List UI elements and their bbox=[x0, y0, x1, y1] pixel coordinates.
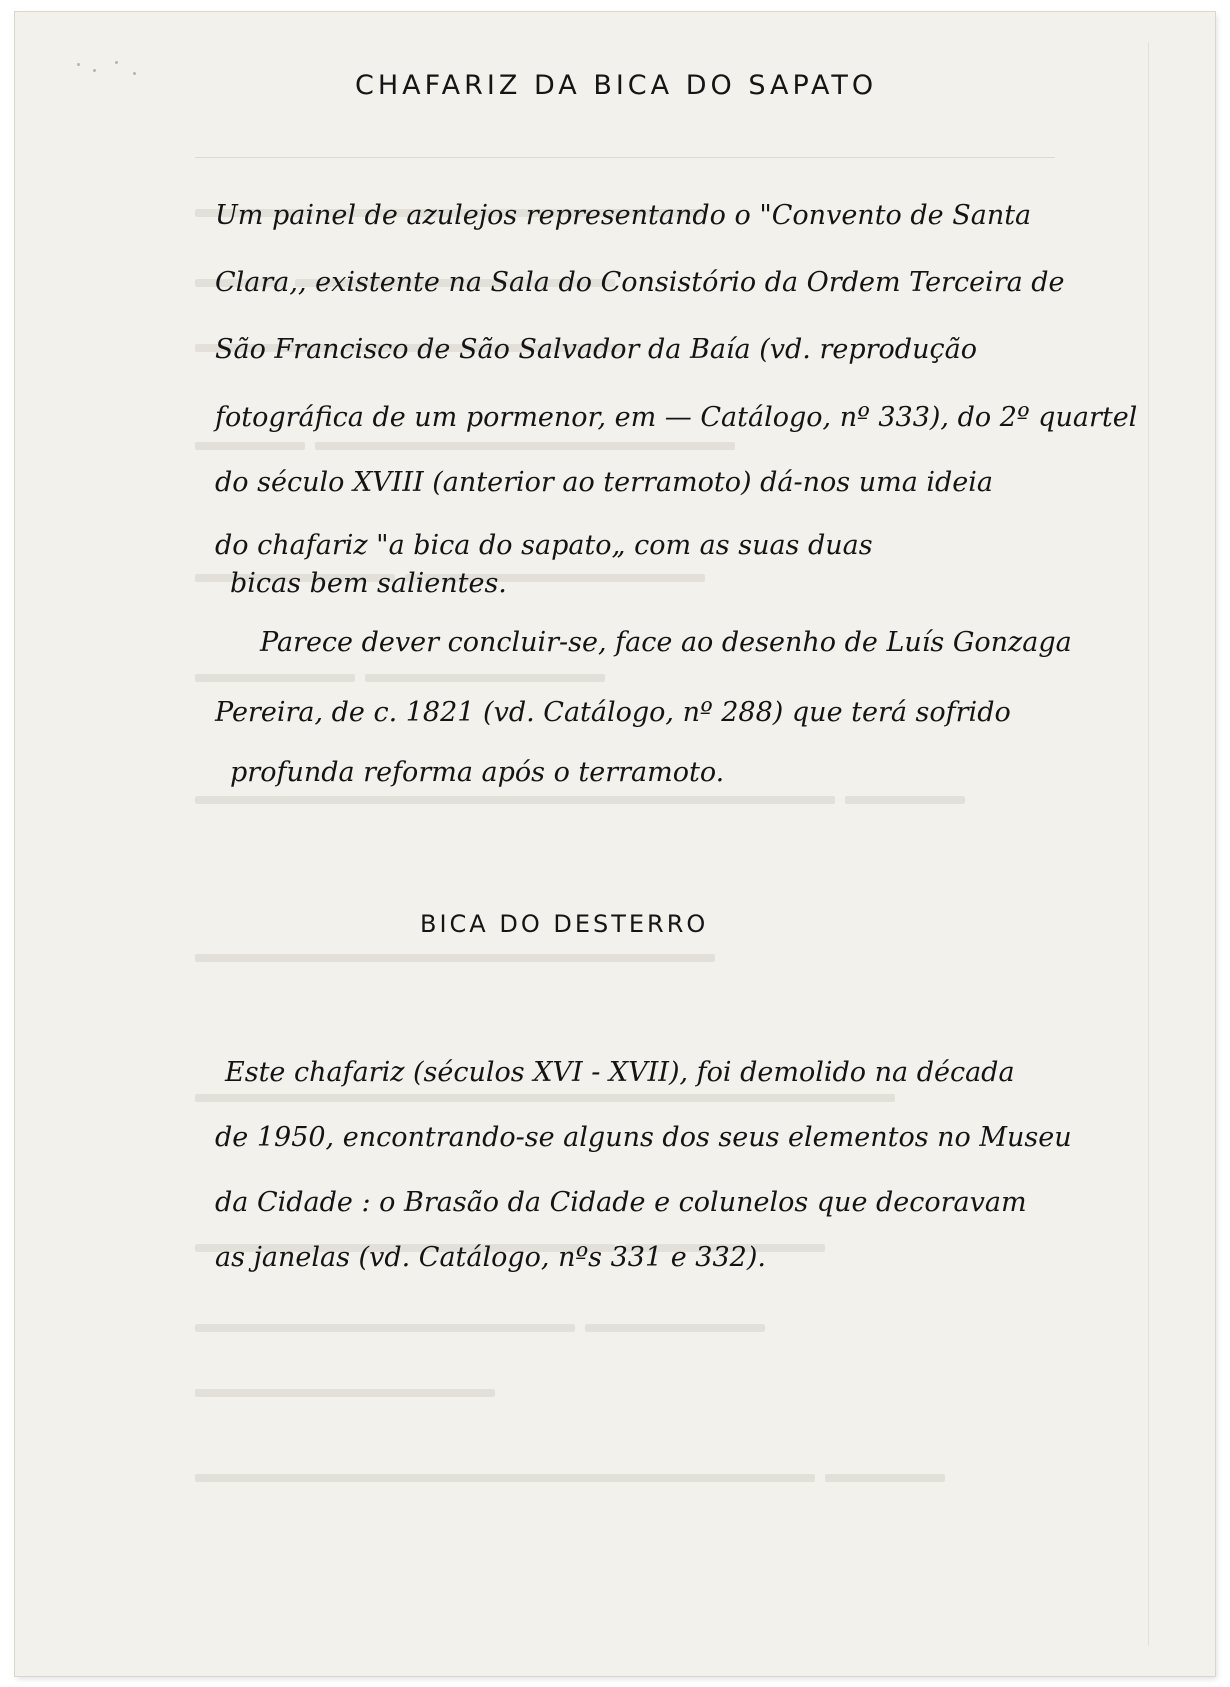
text-line: Um painel de azulejos representando o "Convento de Santa bbox=[215, 200, 1032, 231]
paper-specks bbox=[75, 57, 145, 87]
text-line: bicas bem salientes. bbox=[230, 568, 507, 599]
text-line: da Cidade : o Brasão da Cidade e colunelos que decoravam bbox=[215, 1187, 1027, 1218]
text-line: de 1950, encontrando-se alguns dos seus elementos no Museu bbox=[215, 1122, 1072, 1153]
page-title: CHAFARIZ DA BICA DO SAPATO bbox=[355, 70, 878, 101]
show-through-print bbox=[15, 12, 1215, 1676]
text-line: Parece dever concluir-se, face ao desenho de Luís Gonzaga bbox=[260, 627, 1072, 658]
page-fold-line bbox=[1148, 42, 1149, 1646]
text-line: fotográfica de um pormenor, em — Catálogo, nº 333), do 2º quartel bbox=[215, 402, 1138, 433]
text-line: Pereira, de c. 1821 (vd. Catálogo, nº 288) que terá sofrido bbox=[215, 697, 1011, 728]
document-page bbox=[15, 12, 1215, 1676]
text-line: do século XVIII (anterior ao terramoto) dá-nos uma ideia bbox=[215, 467, 994, 498]
section-title: BICA DO DESTERRO bbox=[420, 910, 709, 938]
show-through-rule bbox=[195, 157, 1055, 158]
text-line: profunda reforma após o terramoto. bbox=[230, 757, 725, 788]
text-line: São Francisco de São Salvador da Baía (vd. reprodução bbox=[215, 334, 977, 365]
text-line: Este chafariz (séculos XVI - XVII), foi demolido na década bbox=[225, 1057, 1015, 1088]
text-line: as janelas (vd. Catálogo, nºs 331 e 332). bbox=[215, 1242, 766, 1273]
text-line: Clara,, existente na Sala do Consistório da Ordem Terceira de bbox=[215, 267, 1065, 298]
text-line: do chafariz "a bica do sapato„ com as suas duas bbox=[215, 530, 873, 561]
